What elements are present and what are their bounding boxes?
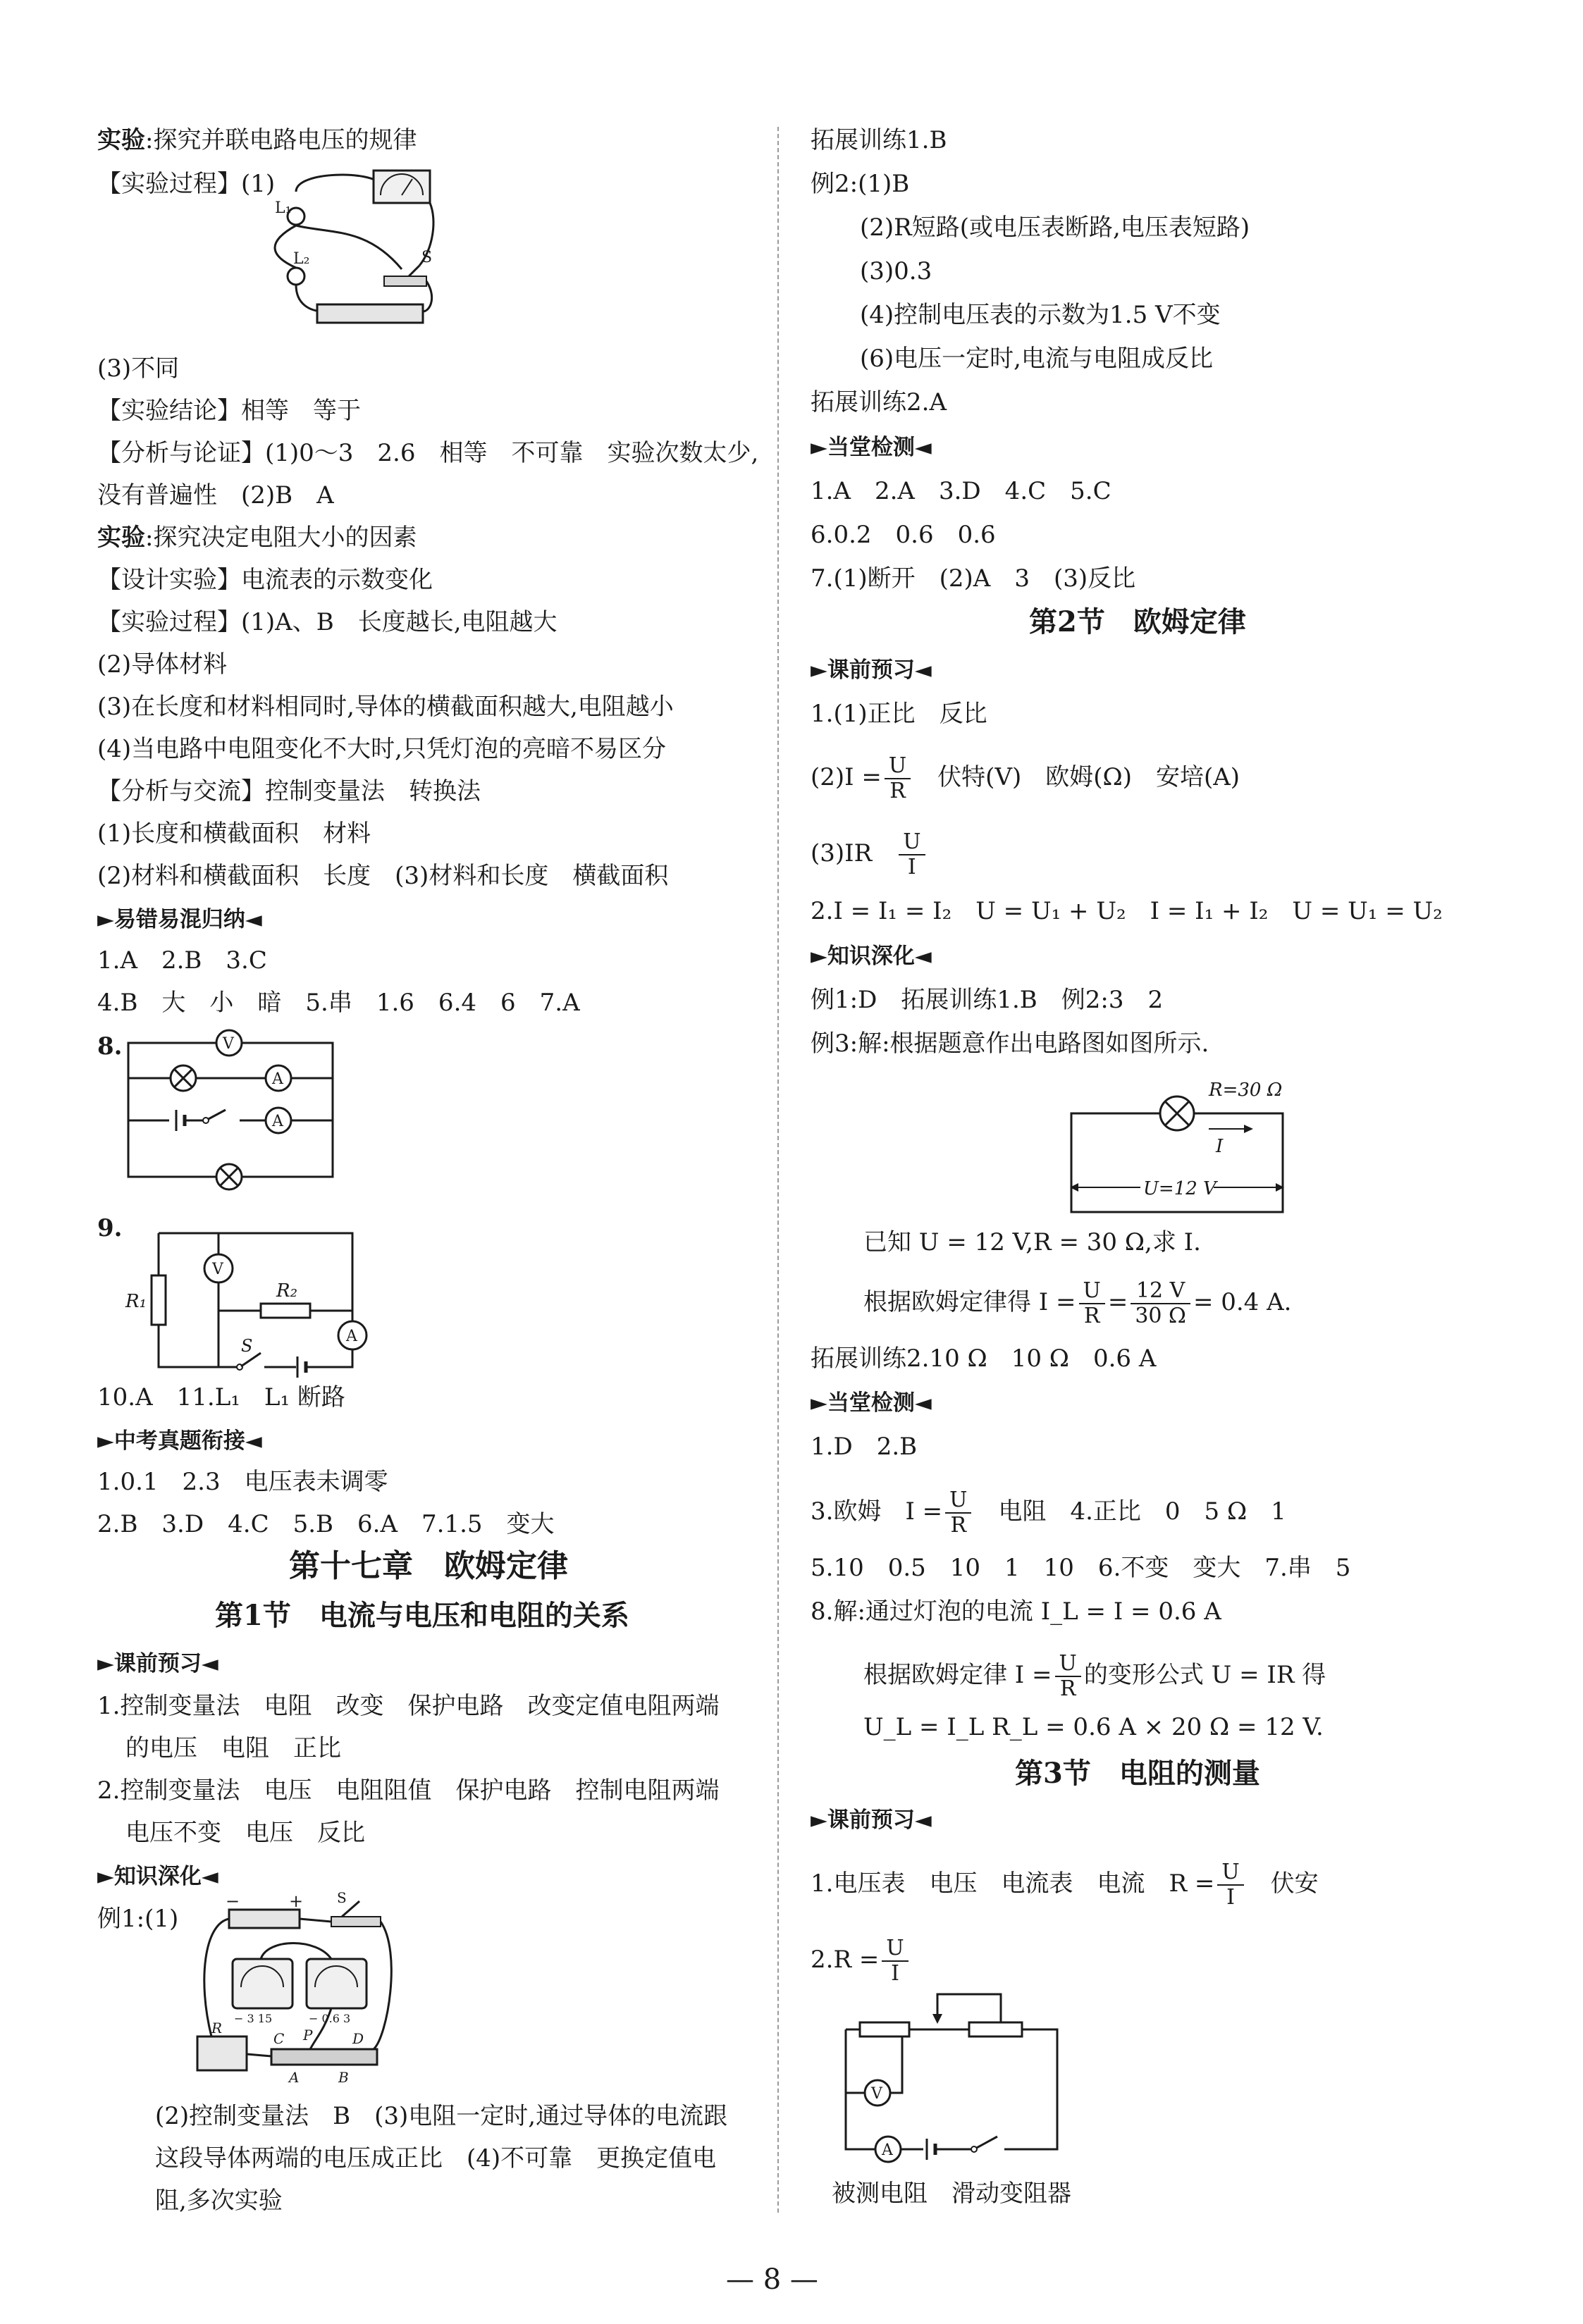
label-s: S [421, 249, 433, 266]
r-5: (4)控制电压表的示数为1.5 V不变 [860, 301, 1221, 329]
label-b-app: B [338, 2069, 349, 2086]
label-i: I [1216, 1136, 1224, 1157]
switch-base [384, 276, 426, 286]
pre-2b: 电压不变 电压 反比 [125, 1819, 365, 1847]
fraction-u-over-r-3: $\frac{U}{R}$ [945, 1488, 971, 1538]
heading-deep: ►知识深化◄ [97, 1864, 218, 1889]
known: 已知 U = 12 V,R = 30 Ω,求 I. [863, 1228, 1201, 1256]
column-divider [777, 127, 779, 2213]
r-1: 拓展训练1.B [811, 126, 947, 154]
ex1b-a: (2)控制变量法 B (3)电阻一定时,通过导体的电流跟 [155, 2102, 728, 2130]
c-2: 6.0.2 0.6 0.6 [811, 521, 996, 549]
exp1-process: 【实验过程】(1) [97, 170, 276, 198]
pre-2a: 2.控制变量法 电压 电阻阻值 保护电路 控制电阻两端 [97, 1776, 720, 1805]
label-s-app: S [337, 1889, 347, 1906]
page-number: — 8 — [726, 2263, 818, 2296]
k-8c: U_L = I_L R_L = 0.6 A × 20 Ω = 12 V. [863, 1713, 1324, 1741]
label-v-m: V [871, 2085, 882, 2103]
p-1: 1.(1)正比 反比 [811, 700, 987, 728]
label-minus: − [226, 1891, 240, 1911]
label-v: V [223, 1035, 234, 1053]
heading-preview-2: ►课前预习◄ [811, 657, 932, 683]
chapter-title: 第十七章 欧姆定律 [289, 1548, 568, 1584]
fraction-u-over-r-2: $\frac{U}{R}$ [1079, 1279, 1105, 1328]
resistor-box [197, 2036, 247, 2070]
zk-1: 1.0.1 2.3 电压表未调零 [97, 1468, 388, 1496]
m-2-caption: 被测电阻 滑动变阻器 [832, 2180, 1071, 2208]
ohm-circuit-figure [1057, 1071, 1297, 1219]
ex1-label: 例1:(1) [97, 1905, 179, 1933]
resistor-r1 [152, 1275, 166, 1325]
resistor-r2 [261, 1304, 310, 1318]
label-plus: + [289, 1891, 304, 1911]
p-2: (2)I = $\frac{U}{R}$ 伏特(V) 欧姆(Ω) 安培(A) [811, 753, 1240, 803]
label-a-app: A [289, 2069, 300, 2086]
q9-number: 9. [97, 1214, 123, 1242]
switch-base [331, 1917, 381, 1927]
heading-check-2: ►当堂检测◄ [811, 1390, 932, 1416]
exp2-a2: (2)材料和横截面积 长度 (3)材料和长度 横截面积 [97, 862, 669, 890]
apparatus-figure [190, 1889, 402, 2086]
easy-2: 4.B 大 小 暗 5.串 1.6 6.4 6 7.A [97, 989, 580, 1017]
r-6: (6)电压一定时,电流与电阻成反比 [860, 345, 1213, 373]
heading-deep-2: ►知识深化◄ [811, 944, 932, 969]
label-scale-1: − 3 15 [234, 2012, 273, 2025]
heading-preview: ►课前预习◄ [97, 1651, 218, 1676]
r-2: 例2:(1)B [811, 170, 910, 198]
label-v9: V [212, 1261, 223, 1278]
label-c: C [273, 2030, 285, 2047]
battery-box [229, 1910, 300, 1928]
ex1b-b: 这段导体两端的电压成正比 (4)不可靠 更换定值电 [155, 2144, 717, 2172]
k-1: 1.D 2.B [811, 1433, 918, 1461]
fraction-u-over-r: $\frac{U}{R}$ [885, 754, 911, 803]
exp1-analysis-b: 没有普遍性 (2)B A [97, 481, 334, 509]
exp1-title: 实验:探究并联电路电压的规律 [97, 126, 417, 154]
bulb-l2-icon [288, 268, 304, 285]
exp1-conclusion: 【实验结论】相等 等于 [97, 397, 361, 425]
c-3: 7.(1)断开 (2)A 3 (3)反比 [811, 564, 1136, 593]
label-s9: S [241, 1336, 253, 1356]
easy-10: 10.A 11.L₁ L₁ 断路 [97, 1383, 345, 1411]
rheostat [271, 2049, 377, 2065]
k-8b: 根据欧姆定律 I = $\frac{U}{R}$ 的变形公式 U = IR 得 [863, 1651, 1326, 1701]
fraction-u-over-i-3: $\frac{U}{I}$ [882, 1936, 908, 1986]
k-3: 3.欧姆 I = $\frac{U}{R}$ 电阻 4.正比 0 5 Ω 1 [811, 1488, 1286, 1538]
p-4: 2.I = I₁ = I₂ U = U₁ + U₂ I = I₁ + I₂ U = U₁ = U₂ [811, 897, 1443, 925]
label-p: P [303, 2027, 313, 2044]
section1-title: 第1节 电流与电压和电阻的关系 [215, 1599, 629, 1632]
k-5: 5.10 0.5 10 1 10 6.不变 变大 7.串 5 [811, 1554, 1351, 1582]
t-2: 拓展训练2.10 Ω 10 Ω 0.6 A [811, 1345, 1157, 1373]
ohm-law: 根据欧姆定律得 I = $\frac{U}{R}$ = $\frac{12 V}{30 \Omega}$ = 0.4 A. [863, 1278, 1292, 1328]
heading-check: ►当堂检测◄ [811, 435, 932, 460]
label-u12: U=12 V [1143, 1178, 1216, 1199]
label-r-app: R [211, 2020, 223, 2036]
label-a9: A [346, 1328, 357, 1345]
ex1b-c: 阻,多次实验 [155, 2187, 283, 2215]
label-l2: L₂ [293, 250, 310, 268]
fraction-u-over-i: $\frac{U}{I}$ [899, 830, 925, 879]
exp2-a1: (1)长度和横截面积 材料 [97, 820, 371, 848]
exp2-design: 【设计实验】电流表的示数变化 [97, 566, 433, 594]
measurement-circuit-figure [832, 1987, 1071, 2163]
exp2-title: 实验:探究决定电阻大小的因素 [97, 524, 417, 552]
parallel-voltage-figure [268, 163, 437, 340]
zk-2: 2.B 3.D 4.C 5.B 6.A 7.1.5 变大 [97, 1510, 555, 1538]
pre-1a: 1.控制变量法 电阻 改变 保护电路 改变定值电阻两端 [97, 1692, 720, 1720]
circuit-figure-9 [120, 1212, 374, 1374]
exp2-analysis: 【分析与交流】控制变量法 转换法 [97, 777, 481, 805]
d-2: 例3:解:根据题意作出电路图如图所示. [811, 1030, 1209, 1058]
r-3: (2)R短路(或电压表断路,电压表短路) [860, 214, 1250, 242]
label-scale-2: − 0.6 3 [309, 2012, 351, 2025]
label-a2: A [272, 1113, 283, 1130]
q8-number: 8. [97, 1032, 123, 1061]
label-r1: R₁ [125, 1291, 147, 1312]
label-a1: A [272, 1070, 283, 1088]
battery-box [317, 304, 423, 323]
pre-1b: 的电压 电阻 正比 [125, 1734, 341, 1762]
k-8: 8.解:通过灯泡的电流 I_L = I = 0.6 A [811, 1597, 1221, 1626]
m-2: 2.R = $\frac{U}{I}$ [811, 1936, 911, 1986]
label-r30: R=30 Ω [1209, 1080, 1283, 1101]
d-1: 例1:D 拓展训练1.B 例2:3 2 [811, 986, 1164, 1014]
m-1: 1.电压表 电压 电流表 电流 R = $\frac{U}{I}$ 伏安 [811, 1860, 1319, 1910]
fraction-12v-over-30ohm: $\frac{12 V}{30 \Omega}$ [1131, 1279, 1190, 1328]
fraction-u-over-r-4: $\frac{U}{R}$ [1055, 1652, 1081, 1701]
exp2-process: 【实验过程】(1)A、B 长度越长,电阻越大 [97, 608, 558, 636]
exp2-p4: (4)当电路中电阻变化不大时,只凭灯泡的亮暗不易区分 [97, 735, 666, 763]
measured-resistor [860, 2022, 909, 2036]
heading-zhongkao: ►中考真题衔接◄ [97, 1428, 262, 1454]
exp1-analysis-a: 【分析与论证】(1)0～3 2.6 相等 不可靠 实验次数太少, [97, 439, 759, 467]
exp2-p2: (2)导体材料 [97, 650, 228, 679]
label-d: D [352, 2030, 364, 2047]
section2-title: 第2节 欧姆定律 [1029, 605, 1246, 638]
easy-1: 1.A 2.B 3.C [97, 946, 267, 975]
r-4: (3)0.3 [860, 257, 932, 285]
fraction-u-over-i-2: $\frac{U}{I}$ [1217, 1860, 1243, 1910]
heading-easy: ►易错易混归纳◄ [97, 907, 262, 932]
exp1-p3: (3)不同 [97, 354, 180, 383]
label-r2: R₂ [276, 1280, 297, 1302]
exp2-p3: (3)在长度和材料相同时,导体的横截面积越大,电阻越小 [97, 693, 674, 721]
p-3: (3)IR $\frac{U}{I}$ [811, 830, 928, 879]
label-l1: L₁ [275, 199, 292, 217]
r-7: 拓展训练2.A [811, 388, 947, 416]
c-1: 1.A 2.A 3.D 4.C 5.C [811, 477, 1111, 505]
heading-preview-3: ►课前预习◄ [811, 1807, 932, 1833]
circuit-figure-8 [127, 1036, 338, 1191]
rheostat [969, 2022, 1022, 2036]
section3-title: 第3节 电阻的测量 [1015, 1757, 1260, 1790]
label-a-m: A [882, 2141, 893, 2159]
